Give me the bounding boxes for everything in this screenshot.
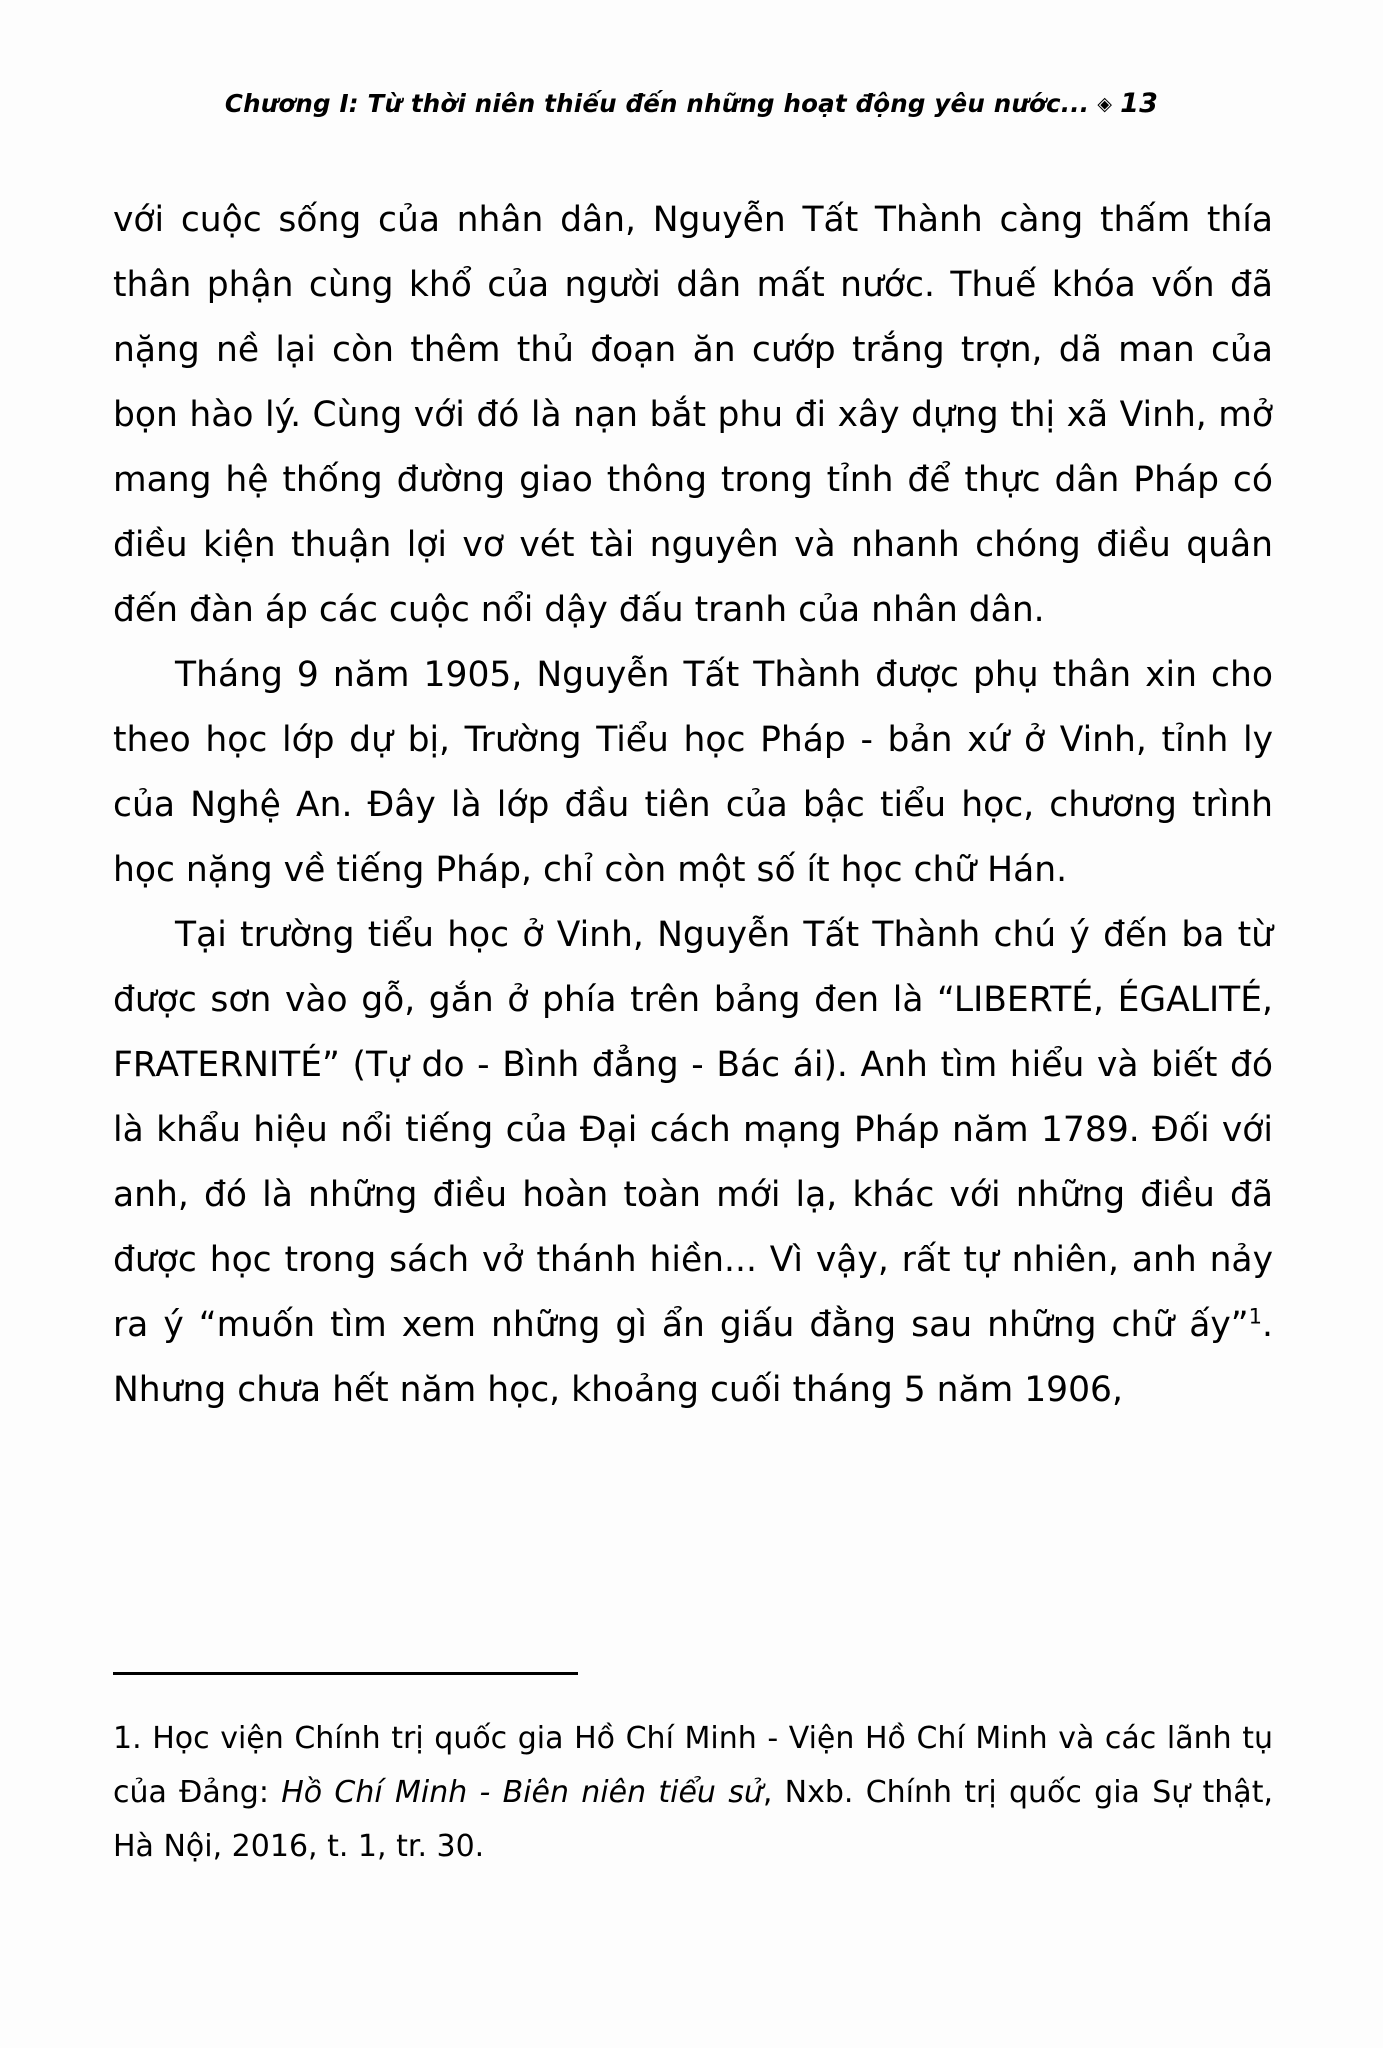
- footnote-separator-rule: [113, 1672, 578, 1675]
- footnote-text-after: , Nxb. Chính trị quốc gia Sự thật, Hà Nội, 2016, t. 1, tr. 30.: [113, 1775, 1273, 1864]
- footnote-reference-marker: 1: [1248, 1304, 1263, 1329]
- header-chapter-title: Chương I: Từ thời niên thiếu đến những hoạt động yêu nước...: [224, 89, 1090, 118]
- paragraph-1: với cuộc sống của nhân dân, Nguyễn Tất Thành càng thấm thía thân phận cùng khổ của người dân mất nước. Thuế khóa vốn đã nặng nề lại còn thêm thủ đoạn ăn cướp trắng trợn, dã man của bọn hào lý. Cùng với đó là nạn bắt phu đi xây dựng thị xã Vinh, mở mang hệ thống đường giao thông trong tỉnh để thực dân Pháp có điều kiện thuận lợi vơ vét tài nguyên và nhanh chóng điều quân đến đàn áp các cuộc nổi dậy đấu tranh của nhân dân.: [113, 200, 1273, 630]
- paragraph-2: Tháng 9 năm 1905, Nguyễn Tất Thành được phụ thân xin cho theo học lớp dự bị, Trường Tiểu học Pháp - bản xứ ở Vinh, tỉnh ly của Nghệ An. Đây là lớp đầu tiên của bậc tiểu học, chương trình học nặng về tiếng Pháp, chỉ còn một số ít học chữ Hán.: [113, 655, 1273, 890]
- header-diamond-icon: ◈: [1097, 93, 1113, 115]
- footnote-block: [113, 1712, 1273, 1874]
- paragraph-3: [113, 903, 1273, 1423]
- page-number: 13: [1120, 88, 1159, 119]
- footnote-italic-title: Hồ Chí Minh - Biên niên tiểu sử: [281, 1775, 763, 1810]
- paragraph-3-text: Tại trường tiểu học ở Vinh, Nguyễn Tất Thành chú ý đến ba từ được sơn vào gỗ, gắn ở phía trên bảng đen là “LIBERTÉ, ÉGALITÉ, FRATERNITÉ” (Tự do - Bình đẳng - Bác ái). Anh tìm hiểu và biết đó là khẩu hiệu nổi tiếng của Đại cách mạng Pháp năm 1789. Đối với anh, đó là những điều hoàn toàn mới lạ, khác với những điều đã được học trong sách vở thánh hiền... Vì vậy, rất tự nhiên, anh nảy ra ý “muốn tìm xem những gì ẩn giấu đằng sau những chữ ấy”: [113, 915, 1273, 1345]
- footnote-number: 1.: [113, 1721, 142, 1756]
- page-header: [0, 88, 1383, 119]
- footnote-text-before: Học viện Chính trị quốc gia Hồ Chí Minh - Viện Hồ Chí Minh và các lãnh tụ của Đảng:: [113, 1721, 1273, 1810]
- paragraph-3-tail: . Nhưng chưa hết năm học, khoảng cuối tháng 5 năm 1906,: [113, 1305, 1273, 1410]
- page-body: [113, 188, 1273, 1423]
